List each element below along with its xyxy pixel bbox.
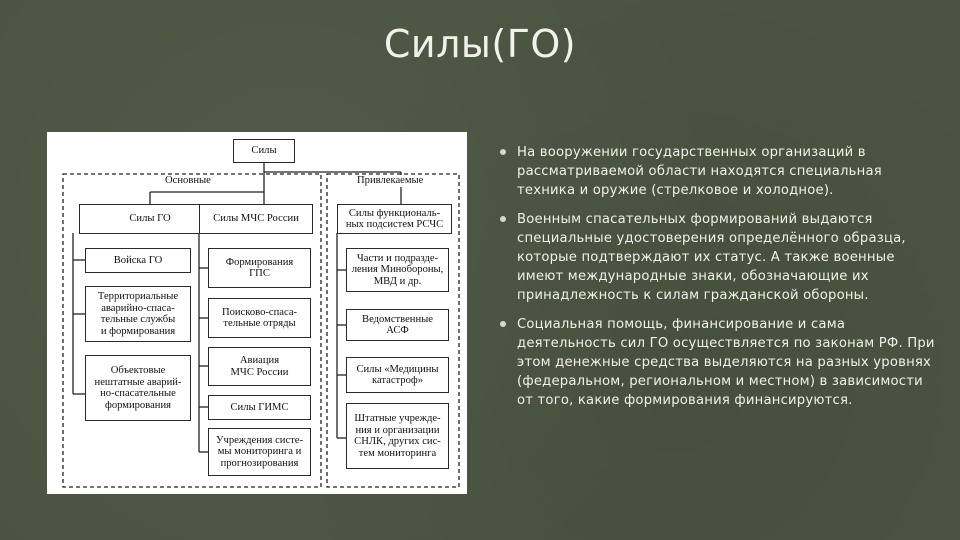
bullet-text: Социальная помощь, финансирование и сама деятельность сил ГО осуществляется по законам РФ. При этом денежные средства выделяются на разных уровнях (федеральном, региональном и местном) в зависимости от того, какие формирования финансируются. <box>517 316 935 409</box>
node-monitoring-institutions: Учреждения систе- мы мониторинга и прогнозирования <box>208 428 311 476</box>
node-aviation: Авиация МЧС России <box>208 347 311 386</box>
node-disaster-medicine: Силы «Медицины катастроф» <box>346 357 449 393</box>
forces-diagram <box>47 132 467 494</box>
node-gims: Силы ГИМС <box>208 395 311 420</box>
bullet-text: На вооружении государственных организаций в рассматриваемой области находятся специальная техника и оружие (стрелковое и холодное). <box>517 145 882 199</box>
node-military-units: Части и подразде- ления Минобороны, МВД и др. <box>346 248 449 292</box>
slide-title: Силы(ГО) <box>383 22 577 66</box>
column-head-go: Силы ГО <box>79 204 221 234</box>
bullet-dot-icon <box>500 216 506 222</box>
node-gps-formations: Формирования ГПС <box>208 248 311 288</box>
bullet-item <box>497 210 937 306</box>
bullet-item <box>497 143 937 201</box>
group-label-main: Основные <box>162 175 214 187</box>
node-territorial-services: Территориальные аварийно-спаса- тельные службы и формирования <box>85 286 191 342</box>
root-node: Силы <box>233 139 295 163</box>
node-departmental-asf: Ведомственные АСФ <box>346 309 449 341</box>
column-head-emercom: Силы МЧС России <box>199 204 313 234</box>
group-label-attached: Привлекаемые <box>354 175 426 187</box>
node-go-troops: Войска ГО <box>85 248 191 273</box>
bullet-dot-icon <box>500 149 506 155</box>
node-snlk-institutions: Штатные учрежде- ния и организации СНЛК, других сис- тем мониторинга <box>346 403 449 469</box>
node-search-rescue: Поисково-спаса- тельные отряды <box>208 298 311 338</box>
bullet-list <box>497 143 937 420</box>
column-head-rschs: Силы функциональ- ных подсистем РСЧС <box>337 204 452 234</box>
bullet-item <box>497 315 937 411</box>
node-object-formations: Объектовые нештатные аварий- но-спасательные формирования <box>85 355 191 421</box>
bullet-text: Военным спасательных формирований выдаются специальные удостоверения определённого образца, которые подтверждают их статус. А также военные имеют международные знаки, обозначающие их принадлежность к силам гражданской обороны. <box>517 211 906 304</box>
bullet-dot-icon <box>500 321 506 327</box>
